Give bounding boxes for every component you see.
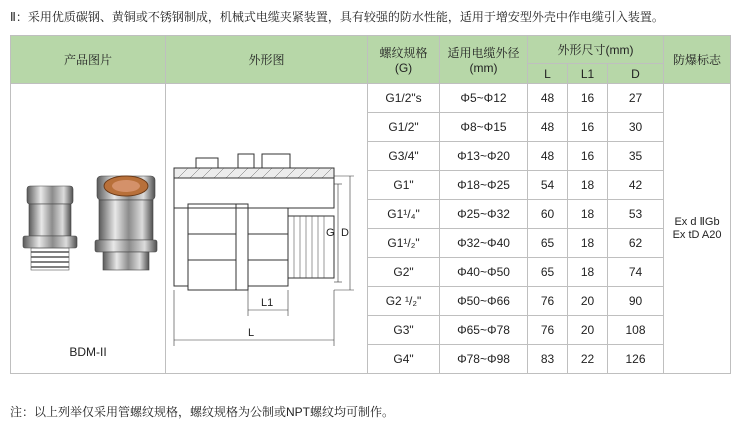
thread-cell: G1/2"s [368,84,440,113]
drawing-label-D: D [341,227,349,239]
dim-L-cell: 48 [528,142,568,171]
dim-L1-cell: 18 [568,200,608,229]
dim-L-cell: 76 [528,287,568,316]
bottom-note: 注：以上列举仅采用管螺纹规格，螺纹规格为公制或NPT螺纹均可制作。 [10,405,395,419]
gland-photo-right [95,176,157,270]
cable-od-cell: Φ18~Φ25 [440,171,528,200]
cable-od-cell: Φ65~Φ78 [440,316,528,345]
dim-L1-cell: 16 [568,113,608,142]
dim-L-cell: 48 [528,84,568,113]
dim-L1-cell: 22 [568,345,608,374]
dim-L-cell: 83 [528,345,568,374]
thread-cell: G4" [368,345,440,374]
drawing-label-G: G [326,227,335,239]
dim-D-cell: 27 [608,84,664,113]
dim-L1-cell: 18 [568,229,608,258]
dim-L-cell: 76 [528,316,568,345]
dim-D-cell: 42 [608,171,664,200]
thread-cell: G2 ¹/₂" [368,287,440,316]
model-label: BDM-II [69,345,107,359]
dim-L1-cell: 16 [568,84,608,113]
header-dims: 外形尺寸(mm) [528,36,664,64]
ex-mark-cell [664,84,731,374]
thread-cell: G1/2" [368,113,440,142]
drawing-label-L1: L1 [261,297,274,309]
table-row [11,84,731,113]
spec-table [10,35,731,374]
cable-od-cell: Φ50~Φ66 [440,287,528,316]
dim-D-cell: 53 [608,200,664,229]
cable-od-cell: Φ13~Φ20 [440,142,528,171]
dim-L-cell: 54 [528,171,568,200]
dim-L-cell: 48 [528,113,568,142]
thread-cell: G2" [368,258,440,287]
dim-D-cell: 126 [608,345,664,374]
header-col-D: D [608,64,664,84]
cable-od-cell: Φ78~Φ98 [440,345,528,374]
top-note: Ⅱ：采用优质碳钢、黄铜或不锈钢制成，机械式电缆夹紧装置，具有较强的防水性能，适用于增安型外壳中作电缆引入装置。 [10,10,664,24]
dim-L-cell: 65 [528,229,568,258]
dim-D-cell: 35 [608,142,664,171]
ex-mark-line2: Ex tD A20 [672,228,722,241]
dim-D-cell: 62 [608,229,664,258]
dim-D-cell: 74 [608,258,664,287]
outline-drawing [166,84,366,374]
thread-cell: G1" [368,171,440,200]
thread-cell: G1¹/₄" [368,200,440,229]
cable-od-cell: Φ32~Φ40 [440,229,528,258]
outline-drawing-cell [166,84,368,374]
dim-L-cell: 65 [528,258,568,287]
ex-mark-line1: Ex d ⅡGb [674,215,720,228]
dim-D-cell: 90 [608,287,664,316]
dim-L1-cell: 18 [568,171,608,200]
thread-cell: G3" [368,316,440,345]
header-outline: 外形图 [166,36,368,84]
gland-photo-left [23,186,77,270]
thread-cell: G1¹/₂" [368,229,440,258]
dim-L1-cell: 20 [568,316,608,345]
header-cable-od: 适用电缆外径 (mm) [440,36,528,84]
dim-L-cell: 60 [528,200,568,229]
drawing-label-L: L [248,327,255,339]
thread-cell: G3/4" [368,142,440,171]
cable-od-cell: Φ25~Φ32 [440,200,528,229]
cable-od-cell: Φ40~Φ50 [440,258,528,287]
dim-L1-cell: 20 [568,287,608,316]
cable-od-cell: Φ5~Φ12 [440,84,528,113]
header-col-L1: L1 [568,64,608,84]
cable-od-cell: Φ8~Φ15 [440,113,528,142]
dim-D-cell: 108 [608,316,664,345]
header-product-image: 产品图片 [11,36,166,84]
header-col-L: L [528,64,568,84]
header-ex-mark: 防爆标志 [664,36,731,84]
dim-L1-cell: 18 [568,258,608,287]
header-thread-spec: 螺纹规格 (G) [368,36,440,84]
dim-L1-cell: 16 [568,142,608,171]
dim-D-cell: 30 [608,113,664,142]
product-image-cell [11,84,166,374]
product-photo [11,134,166,374]
